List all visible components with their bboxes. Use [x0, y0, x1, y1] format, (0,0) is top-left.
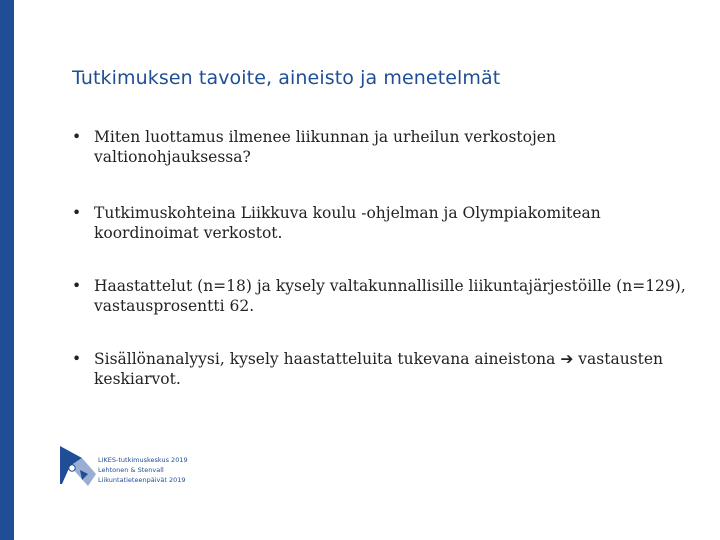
bullet-item	[72, 203, 692, 243]
footer-credits	[98, 455, 188, 485]
footer-line-event: Liikuntatieteenpäivät 2019	[98, 476, 186, 484]
bullet-dot: •	[72, 204, 82, 222]
bullet-item	[72, 127, 692, 167]
bullet-text-end: vastausten keskiarvot.	[94, 350, 664, 388]
logo-white-dot	[69, 465, 75, 471]
bullet-text: Haastattelut (n=18) ja kysely valtakunnallisille liikuntajärjestöille (n=129), vastausprosentti 62.	[94, 277, 686, 315]
bullet-dot: •	[72, 277, 82, 295]
bullet-item	[72, 276, 692, 316]
bullet-text-start: Sisällönanalyysi, kysely haastatteluita tukevana aineistona	[94, 350, 556, 368]
bullet-text: Miten luottamus ilmenee liikunnan ja urheilun verkostojen valtionohjauksessa?	[94, 128, 556, 166]
bullet-dot: •	[72, 128, 82, 146]
bullet-dot: •	[72, 350, 82, 368]
left-accent-bar	[0, 0, 14, 540]
footer-line-authors: Lehtonen & Stenvall	[98, 466, 164, 474]
footer-line-organization: LIKES-tutkimuskeskus 2019	[98, 456, 188, 464]
bullet-text: Tutkimuskohteina Liikkuva koulu -ohjelman ja Olympiakomitean koordinoimat verkostot.	[94, 204, 601, 242]
bullet-item	[72, 349, 692, 389]
slide-title: Tutkimuksen tavoite, aineisto ja menetelmät	[72, 67, 501, 89]
right-arrow-icon: ➔	[560, 350, 574, 368]
likes-logo-icon	[58, 444, 98, 488]
